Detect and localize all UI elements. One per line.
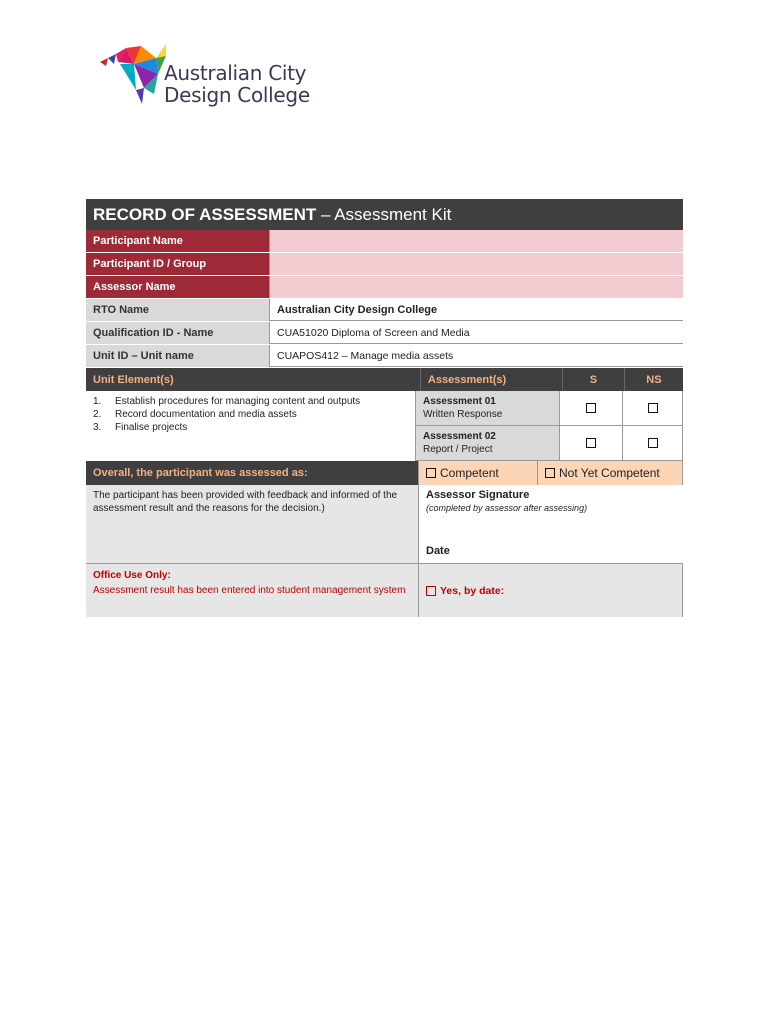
list-item <box>93 395 408 408</box>
participant-id-label: Participant ID / Group <box>86 253 269 275</box>
bird-logo-icon <box>96 28 166 118</box>
form-title-bold: RECORD OF ASSESSMENT <box>93 204 317 224</box>
assessor-name-label: Assessor Name <box>86 276 269 298</box>
participant-name-row <box>86 230 683 253</box>
qualification-label: Qualification ID - Name <box>86 322 269 344</box>
competent-label: Competent <box>440 466 499 480</box>
assessments-header: Assessment(s) <box>420 368 562 391</box>
satisfactory-checkbox[interactable] <box>586 438 596 448</box>
assessor-name-row <box>86 276 683 299</box>
college-logo <box>96 28 310 118</box>
satisfactory-header: S <box>562 368 624 391</box>
competent-checkbox[interactable] <box>426 468 436 478</box>
feedback-statement: The participant has been provided with feedback and informed of the assessment result and the reasons for the decision.) <box>86 485 418 563</box>
feedback-row <box>86 485 683 563</box>
list-item-text: Finalise projects <box>115 422 188 433</box>
overall-result-row <box>86 461 683 485</box>
office-use-row <box>86 563 683 617</box>
participant-id-field[interactable] <box>269 253 683 275</box>
logo-line-2: Design College <box>164 83 310 107</box>
assessment-name: Assessment 01 <box>423 396 496 407</box>
record-of-assessment-form <box>86 199 683 617</box>
competent-option[interactable] <box>418 461 537 485</box>
assessments-column <box>415 391 683 461</box>
form-title-rest: – Assessment Kit <box>316 204 452 224</box>
office-yes-label: Yes, by date: <box>440 584 505 597</box>
assessment-name-cell <box>415 426 559 460</box>
rto-name-value: Australian City Design College <box>269 299 683 321</box>
unit-elements-header: Unit Element(s) <box>93 373 174 386</box>
assessor-signature-note: (completed by assessor after assessing) <box>426 503 588 513</box>
not-yet-competent-option[interactable] <box>537 461 683 485</box>
list-item-text: Establish procedures for managing content and outputs <box>115 396 361 407</box>
satisfactory-cell <box>559 426 622 460</box>
date-label: Date <box>426 545 450 557</box>
list-item <box>93 408 408 421</box>
assessor-signature-cell[interactable] <box>418 485 683 563</box>
assessment-type: Written Response <box>423 409 503 420</box>
logo-line-1: Australian City <box>164 61 307 85</box>
rto-name-row <box>86 299 683 322</box>
form-title <box>86 199 683 230</box>
not-satisfactory-checkbox[interactable] <box>648 438 658 448</box>
assessment-name: Assessment 02 <box>423 431 496 442</box>
unit-value: CUAPOS412 – Manage media assets <box>269 345 683 367</box>
not-yet-competent-checkbox[interactable] <box>545 468 555 478</box>
list-item <box>93 421 408 434</box>
list-item-number: 1. <box>93 396 102 407</box>
rto-name-label: RTO Name <box>86 299 269 321</box>
participant-id-row <box>86 253 683 276</box>
unit-elements-list <box>86 391 415 461</box>
qualification-value: CUA51020 Diploma of Screen and Media <box>269 322 683 344</box>
satisfactory-checkbox[interactable] <box>586 403 596 413</box>
assessor-name-field[interactable] <box>269 276 683 298</box>
unit-label: Unit ID – Unit name <box>86 345 269 367</box>
office-yes-checkbox[interactable] <box>426 586 436 596</box>
assessor-signature-label: Assessor Signature <box>426 489 530 501</box>
assessment-table-header <box>86 368 683 391</box>
participant-name-field[interactable] <box>269 230 683 252</box>
list-item-number: 3. <box>93 422 102 433</box>
list-item-text: Record documentation and media assets <box>115 409 297 420</box>
not-satisfactory-checkbox[interactable] <box>648 403 658 413</box>
assessment-name-cell <box>415 391 559 425</box>
not-satisfactory-cell <box>622 426 683 460</box>
office-use-title: Office Use Only: <box>93 570 171 581</box>
qualification-row <box>86 322 683 345</box>
not-satisfactory-cell <box>622 391 683 425</box>
office-use-cell <box>86 564 418 617</box>
not-satisfactory-header: NS <box>624 368 683 391</box>
overall-label: Overall, the participant was assessed as: <box>86 461 418 485</box>
assessment-type: Report / Project <box>423 444 493 455</box>
assessment-row <box>415 391 683 426</box>
participant-name-label: Participant Name <box>86 230 269 252</box>
assessment-row <box>415 426 683 461</box>
assessment-table-body <box>86 391 683 461</box>
list-item-number: 2. <box>93 409 102 420</box>
not-yet-competent-label: Not Yet Competent <box>559 466 660 480</box>
satisfactory-cell <box>559 391 622 425</box>
office-use-text: Assessment result has been entered into student management system <box>93 585 406 596</box>
unit-row <box>86 345 683 368</box>
office-yes-option[interactable] <box>418 564 683 617</box>
